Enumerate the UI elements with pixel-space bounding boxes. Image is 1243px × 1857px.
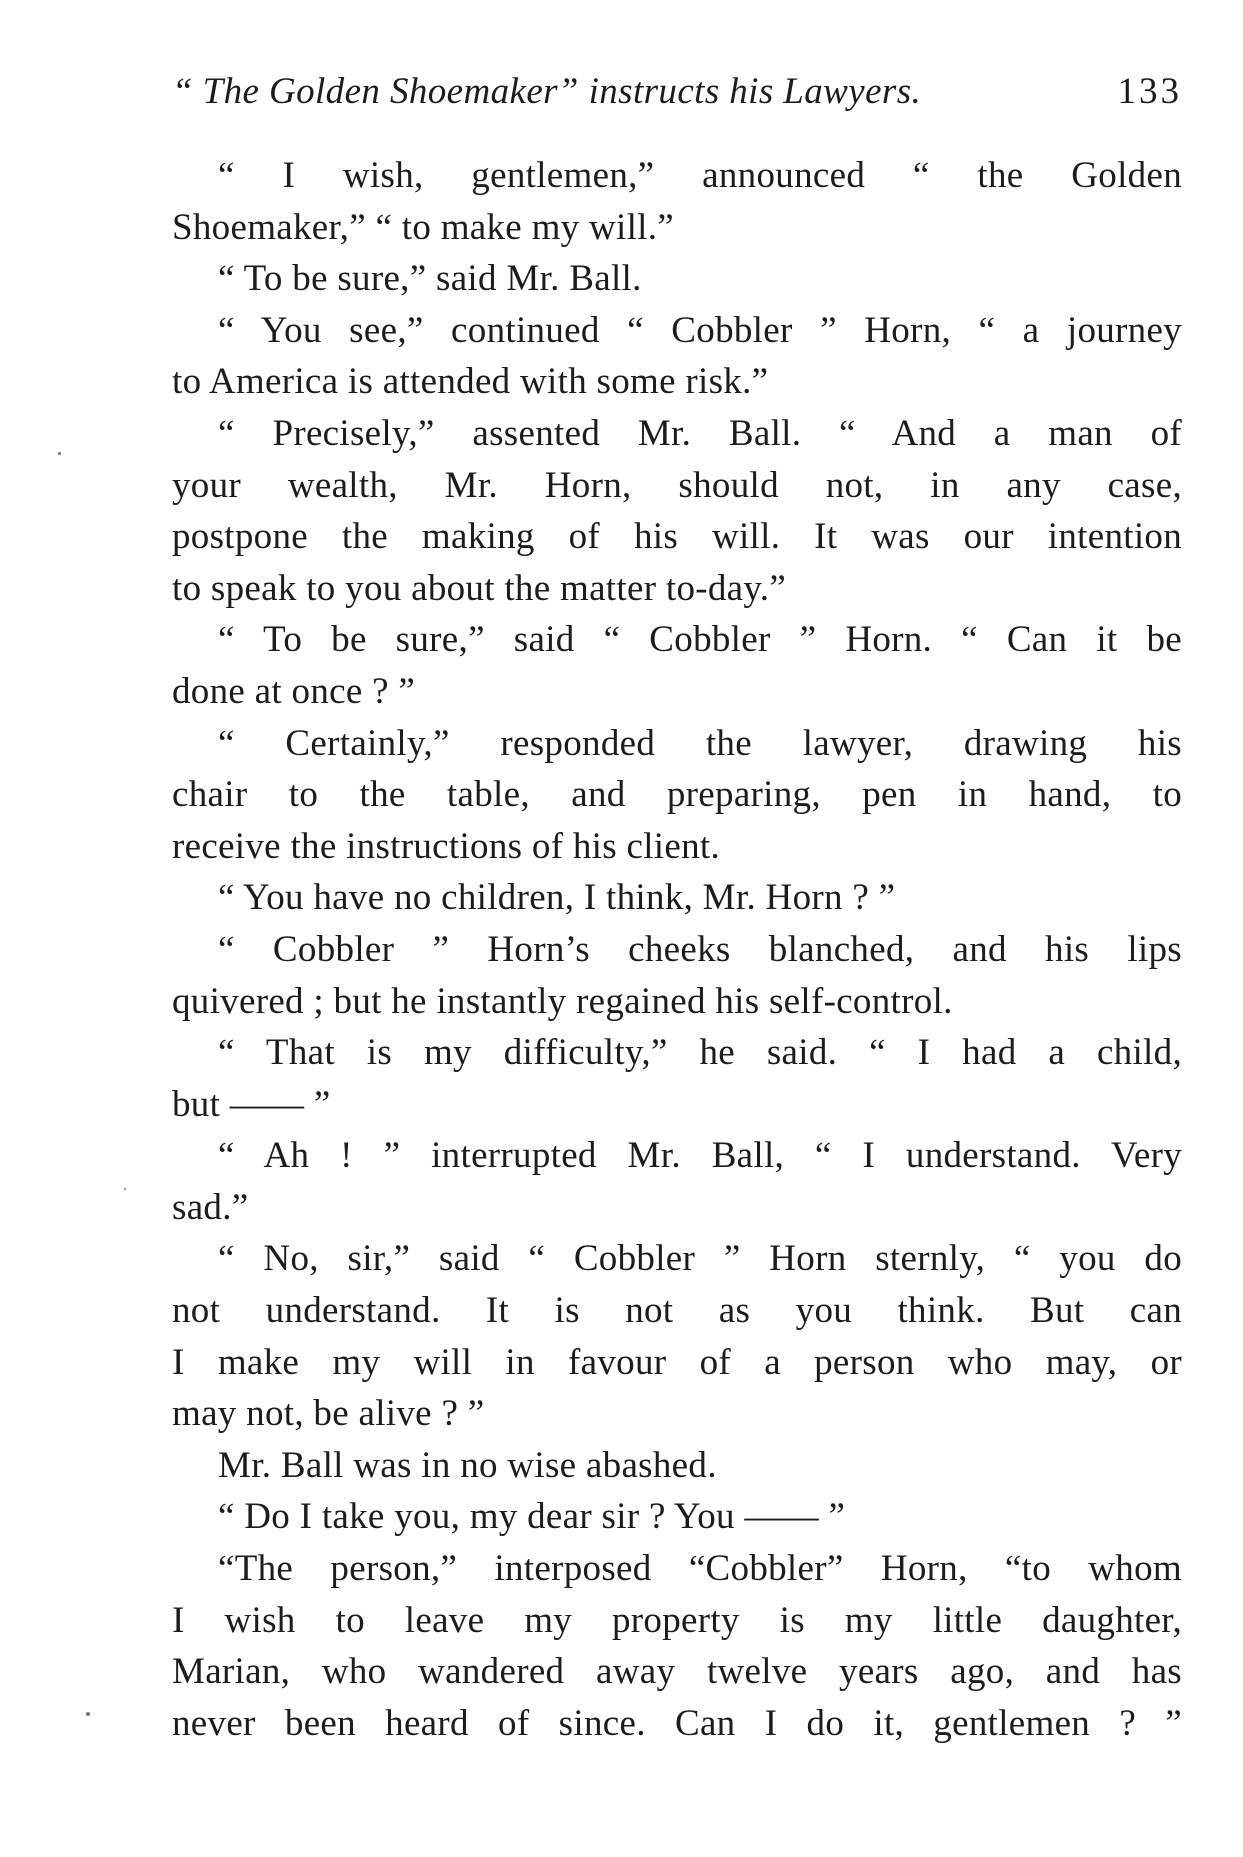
text-line: “ That is my difficulty,” he said. “ I had a child,	[218, 1032, 1182, 1074]
text-line: but —— ”	[172, 1083, 331, 1125]
text-line: “ You see,” continued “ Cobbler ” Horn, “ a journey	[218, 309, 1182, 351]
paper-speck	[86, 1712, 90, 1716]
text-line: “ To be sure,” said Mr. Ball.	[218, 258, 642, 300]
text-line: not understand. It is not as you think. But can	[172, 1290, 1182, 1332]
text-line: Shoemaker,” “ to make my will.”	[172, 206, 675, 248]
page-number: 133	[1117, 71, 1182, 112]
paper-speck	[58, 452, 61, 455]
text-line: chair to the table, and preparing, pen in hand, to	[172, 774, 1182, 816]
text-line: “ Cobbler ” Horn’s cheeks blanched, and his lips	[218, 928, 1182, 970]
text-line: quivered ; but he instantly regained his self-control.	[172, 980, 953, 1022]
body-text	[172, 150, 1182, 1749]
text-line: “ Precisely,” assented Mr. Ball. “ And a man of	[218, 412, 1182, 454]
text-line: “ To be sure,” said “ Cobbler ” Horn. “ Can it be	[218, 619, 1182, 661]
text-line: “ I wish, gentlemen,” announced “ the Golden	[218, 155, 1182, 196]
text-line: postpone the making of his will. It was our intention	[172, 516, 1182, 558]
text-line: “ No, sir,” said “ Cobbler ” Horn sternly, “ you do	[218, 1238, 1182, 1280]
text-line: receive the instructions of his client.	[172, 825, 721, 867]
text-line: “ You have no children, I think, Mr. Horn ? ”	[218, 877, 896, 919]
text-line: Mr. Ball was in no wise abashed.	[218, 1444, 717, 1486]
text-line: never been heard of since. Can I do it, gentlemen ? ”	[172, 1702, 1182, 1744]
text-line: I wish to leave my property is my little daughter,	[172, 1599, 1182, 1641]
text-line: “ Ah ! ” interrupted Mr. Ball, “ I understand. Very	[218, 1135, 1182, 1177]
text-line: to speak to you about the matter to-day.”	[172, 567, 787, 609]
text-line: Marian, who wandered away twelve years ago, and has	[172, 1651, 1182, 1693]
running-head	[172, 62, 1182, 122]
text-line: “ Certainly,” responded the lawyer, drawing his	[218, 722, 1182, 764]
text-line: may not, be alive ? ”	[172, 1393, 485, 1435]
text-line: sad.”	[172, 1186, 249, 1228]
text-line: your wealth, Mr. Horn, should not, in any case,	[172, 464, 1182, 506]
text-line: I make my will in favour of a person who may, or	[172, 1341, 1182, 1383]
paper-speck	[124, 1188, 126, 1190]
text-line: done at once ? ”	[172, 670, 416, 712]
running-head-title: “ The Golden Shoemaker” instructs his Lawyers.	[172, 71, 922, 112]
text-line: to America is attended with some risk.”	[172, 361, 769, 403]
text-line: “The person,” interposed “Cobbler” Horn, “to whom	[218, 1548, 1182, 1590]
text-line: “ Do I take you, my dear sir ? You —— ”	[218, 1496, 846, 1538]
